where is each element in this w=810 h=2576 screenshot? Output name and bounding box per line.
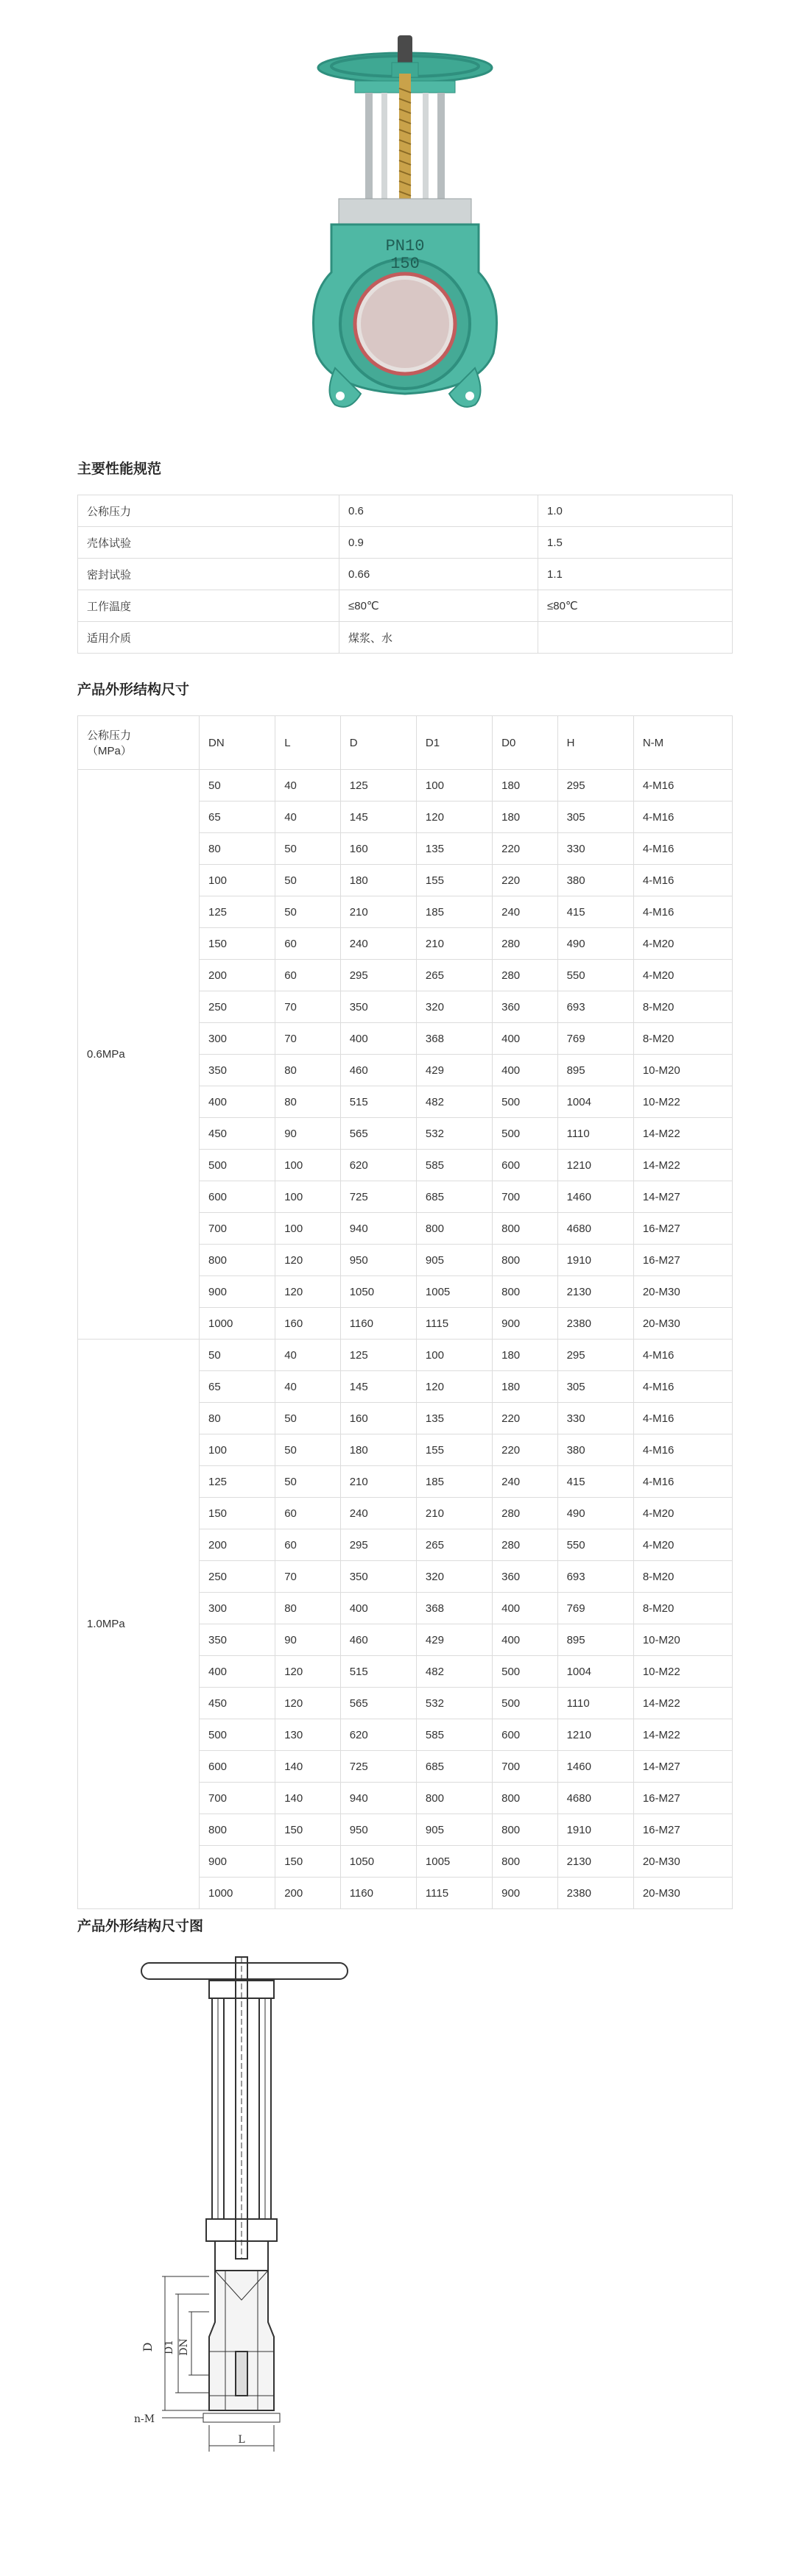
dimensions-cell: 415 bbox=[557, 896, 633, 928]
dimensions-cell: 500 bbox=[493, 1086, 557, 1118]
spec-cell: 适用介质 bbox=[78, 622, 339, 654]
dimensions-cell: 240 bbox=[493, 896, 557, 928]
spec-cell: 公称压力 bbox=[78, 495, 339, 527]
dimensions-cell: 800 bbox=[416, 1783, 492, 1814]
dimensions-cell: 8-M20 bbox=[633, 1023, 732, 1055]
label-dn: DN bbox=[178, 2338, 190, 2356]
dimensions-cell: 4-M16 bbox=[633, 802, 732, 833]
dimensions-cell: 450 bbox=[200, 1688, 275, 1719]
dimensions-cell: 160 bbox=[340, 1403, 416, 1434]
dimensions-cell: 450 bbox=[200, 1118, 275, 1150]
dimensions-cell: 90 bbox=[275, 1624, 340, 1656]
dimensions-cell: 210 bbox=[340, 896, 416, 928]
dimensions-cell: 4-M16 bbox=[633, 1403, 732, 1434]
dimensions-cell: 350 bbox=[200, 1055, 275, 1086]
dimensions-cell: 280 bbox=[493, 1498, 557, 1529]
dimensions-cell: 155 bbox=[416, 865, 492, 896]
dimensions-cell: 40 bbox=[275, 802, 340, 833]
dimensions-cell: 940 bbox=[340, 1213, 416, 1245]
dimensions-cell: 400 bbox=[200, 1656, 275, 1688]
dimensions-cell: 532 bbox=[416, 1118, 492, 1150]
dimensions-header-cell: D1 bbox=[416, 716, 492, 770]
dimensions-cell: 1110 bbox=[557, 1688, 633, 1719]
dimensions-cell: 368 bbox=[416, 1023, 492, 1055]
dimensions-cell: 2130 bbox=[557, 1276, 633, 1308]
dimensions-cell: 145 bbox=[340, 1371, 416, 1403]
dimensions-cell: 220 bbox=[493, 1434, 557, 1466]
dimensions-cell: 380 bbox=[557, 1434, 633, 1466]
dimensions-cell: 895 bbox=[557, 1055, 633, 1086]
dimensions-cell: 4-M20 bbox=[633, 928, 732, 960]
dimensions-cell: 210 bbox=[340, 1466, 416, 1498]
dimensions-cell: 4-M16 bbox=[633, 1340, 732, 1371]
spec-row bbox=[78, 590, 733, 622]
dimensions-cell: 100 bbox=[416, 1340, 492, 1371]
dimensions-cell: 4-M16 bbox=[633, 865, 732, 896]
dimensions-cell: 125 bbox=[200, 1466, 275, 1498]
dimensions-cell: 125 bbox=[340, 770, 416, 802]
dimensions-cell: 429 bbox=[416, 1055, 492, 1086]
dimensions-cell: 14-M27 bbox=[633, 1751, 732, 1783]
dimensions-cell: 4680 bbox=[557, 1783, 633, 1814]
dimensions-cell: 140 bbox=[275, 1783, 340, 1814]
dimensions-cell: 20-M30 bbox=[633, 1846, 732, 1878]
dimensions-cell: 769 bbox=[557, 1023, 633, 1055]
dimensions-cell: 125 bbox=[200, 896, 275, 928]
dimensions-cell: 180 bbox=[340, 865, 416, 896]
dimensions-cell: 800 bbox=[493, 1276, 557, 1308]
dimensions-cell: 16-M27 bbox=[633, 1814, 732, 1846]
dimensions-cell: 240 bbox=[493, 1466, 557, 1498]
pressure-group-cell: 0.6MPa bbox=[78, 770, 200, 1340]
dimensions-cell: 100 bbox=[416, 770, 492, 802]
dimensions-cell: 1910 bbox=[557, 1245, 633, 1276]
dimensions-cell: 240 bbox=[340, 928, 416, 960]
dimensions-cell: 620 bbox=[340, 1150, 416, 1181]
dimensions-cell: 280 bbox=[493, 960, 557, 991]
dimensions-cell: 120 bbox=[416, 802, 492, 833]
dimensions-cell: 180 bbox=[493, 1340, 557, 1371]
dimensions-cell: 280 bbox=[493, 928, 557, 960]
dimensions-cell: 60 bbox=[275, 928, 340, 960]
dimensions-cell: 460 bbox=[340, 1055, 416, 1086]
dimensions-cell: 800 bbox=[200, 1814, 275, 1846]
dimensions-cell: 14-M22 bbox=[633, 1150, 732, 1181]
spec-cell: 煤浆、水 bbox=[339, 622, 538, 654]
dimensions-cell: 700 bbox=[493, 1751, 557, 1783]
spec-section-title: 主要性能规范 bbox=[77, 461, 162, 477]
size-marking: 150 bbox=[390, 255, 420, 273]
dimensions-cell: 200 bbox=[200, 960, 275, 991]
dimensions-cell: 20-M30 bbox=[633, 1308, 732, 1340]
dimensions-cell: 1160 bbox=[340, 1308, 416, 1340]
dimensions-cell: 2380 bbox=[557, 1878, 633, 1909]
dimensions-cell: 400 bbox=[493, 1055, 557, 1086]
dimensions-cell: 900 bbox=[493, 1878, 557, 1909]
dimensions-cell: 220 bbox=[493, 1403, 557, 1434]
dimensions-cell: 360 bbox=[493, 991, 557, 1023]
dimensions-cell: 368 bbox=[416, 1593, 492, 1624]
dimensions-cell: 60 bbox=[275, 1498, 340, 1529]
dimensions-cell: 620 bbox=[340, 1719, 416, 1751]
dimensions-cell: 40 bbox=[275, 1371, 340, 1403]
dimensions-cell: 1115 bbox=[416, 1308, 492, 1340]
spec-cell: 密封试验 bbox=[78, 559, 339, 590]
dimensions-cell: 120 bbox=[275, 1688, 340, 1719]
dimensions-cell: 482 bbox=[416, 1656, 492, 1688]
dimensions-cell: 4-M16 bbox=[633, 833, 732, 865]
dimensions-cell: 70 bbox=[275, 1023, 340, 1055]
dimensions-cell: 500 bbox=[493, 1118, 557, 1150]
dimensions-cell: 8-M20 bbox=[633, 1561, 732, 1593]
dimensions-cell: 305 bbox=[557, 802, 633, 833]
dimensions-cell: 150 bbox=[200, 1498, 275, 1529]
dimensions-cell: 145 bbox=[340, 802, 416, 833]
dimensions-cell: 80 bbox=[200, 1403, 275, 1434]
dimensions-cell: 1005 bbox=[416, 1276, 492, 1308]
dimensions-cell: 185 bbox=[416, 896, 492, 928]
dimensions-cell: 210 bbox=[416, 1498, 492, 1529]
dimensions-cell: 250 bbox=[200, 991, 275, 1023]
dimensions-cell: 120 bbox=[275, 1245, 340, 1276]
dimensions-table bbox=[77, 715, 733, 1909]
dimensions-cell: 180 bbox=[493, 770, 557, 802]
dimensions-cell: 800 bbox=[493, 1245, 557, 1276]
dimensions-cell: 100 bbox=[200, 865, 275, 896]
dimensions-cell: 4-M16 bbox=[633, 896, 732, 928]
dimensions-cell: 20-M30 bbox=[633, 1878, 732, 1909]
dimensions-cell: 10-M20 bbox=[633, 1624, 732, 1656]
dimensions-cell: 20-M30 bbox=[633, 1276, 732, 1308]
dimensions-cell: 220 bbox=[493, 865, 557, 896]
dimensions-cell: 500 bbox=[200, 1150, 275, 1181]
dimensions-cell: 1050 bbox=[340, 1846, 416, 1878]
dimensions-cell: 500 bbox=[493, 1656, 557, 1688]
dimensions-row bbox=[78, 770, 733, 802]
spec-cell: ≤80℃ bbox=[538, 590, 733, 622]
spec-cell: 1.1 bbox=[538, 559, 733, 590]
dimensions-cell: 155 bbox=[416, 1434, 492, 1466]
dimensions-cell: 140 bbox=[275, 1751, 340, 1783]
dimensions-cell: 800 bbox=[200, 1245, 275, 1276]
dimensions-cell: 125 bbox=[340, 1340, 416, 1371]
dimensions-cell: 550 bbox=[557, 960, 633, 991]
dimension-drawing bbox=[133, 1954, 368, 2462]
dimensions-cell: 10-M22 bbox=[633, 1656, 732, 1688]
dimensions-cell: 1004 bbox=[557, 1656, 633, 1688]
dimensions-header-cell: D0 bbox=[493, 716, 557, 770]
dimensions-cell: 482 bbox=[416, 1086, 492, 1118]
dimensions-cell: 400 bbox=[493, 1593, 557, 1624]
dimensions-cell: 725 bbox=[340, 1181, 416, 1213]
dimensions-cell: 600 bbox=[200, 1181, 275, 1213]
dimensions-header-cell: N-M bbox=[633, 716, 732, 770]
label-d: D bbox=[141, 2342, 155, 2352]
dimensions-cell: 300 bbox=[200, 1593, 275, 1624]
dimensions-cell: 320 bbox=[416, 1561, 492, 1593]
dimensions-cell: 16-M27 bbox=[633, 1245, 732, 1276]
dimensions-cell: 305 bbox=[557, 1371, 633, 1403]
dimensions-cell: 905 bbox=[416, 1814, 492, 1846]
dimensions-cell: 400 bbox=[493, 1023, 557, 1055]
dimensions-header-cell: D bbox=[340, 716, 416, 770]
dimensions-cell: 40 bbox=[275, 770, 340, 802]
dimensions-cell: 429 bbox=[416, 1624, 492, 1656]
dimensions-cell: 40 bbox=[275, 1340, 340, 1371]
pressure-marking: PN10 bbox=[385, 237, 425, 255]
dimensions-cell: 50 bbox=[275, 1434, 340, 1466]
dimensions-cell: 460 bbox=[340, 1624, 416, 1656]
dimensions-cell: 360 bbox=[493, 1561, 557, 1593]
dimensions-cell: 700 bbox=[200, 1783, 275, 1814]
dimensions-cell: 16-M27 bbox=[633, 1783, 732, 1814]
dimensions-cell: 900 bbox=[200, 1846, 275, 1878]
dimensions-header-cell: H bbox=[557, 716, 633, 770]
spec-cell bbox=[538, 622, 733, 654]
dimensions-cell: 4-M16 bbox=[633, 1466, 732, 1498]
dimensions-cell: 1115 bbox=[416, 1878, 492, 1909]
dimensions-cell: 769 bbox=[557, 1593, 633, 1624]
dimensions-cell: 550 bbox=[557, 1529, 633, 1561]
dimensions-cell: 350 bbox=[340, 991, 416, 1023]
dimensions-cell: 150 bbox=[200, 928, 275, 960]
dimensions-cell: 800 bbox=[493, 1213, 557, 1245]
dimensions-cell: 150 bbox=[275, 1846, 340, 1878]
dimensions-cell: 725 bbox=[340, 1751, 416, 1783]
dimensions-cell: 8-M20 bbox=[633, 1593, 732, 1624]
dimensions-cell: 600 bbox=[493, 1719, 557, 1751]
dimensions-cell: 585 bbox=[416, 1150, 492, 1181]
dimensions-cell: 14-M27 bbox=[633, 1181, 732, 1213]
dimensions-cell: 50 bbox=[275, 896, 340, 928]
spec-row bbox=[78, 527, 733, 559]
dimensions-cell: 210 bbox=[416, 928, 492, 960]
dimensions-cell: 2380 bbox=[557, 1308, 633, 1340]
dimensions-cell: 1050 bbox=[340, 1276, 416, 1308]
dimensions-cell: 65 bbox=[200, 802, 275, 833]
dimensions-cell: 1000 bbox=[200, 1878, 275, 1909]
dimensions-cell: 330 bbox=[557, 1403, 633, 1434]
dimensions-cell: 160 bbox=[340, 833, 416, 865]
dimensions-cell: 180 bbox=[493, 1371, 557, 1403]
dimensions-header-row bbox=[78, 716, 733, 770]
dimensions-cell: 2130 bbox=[557, 1846, 633, 1878]
dimensions-cell: 265 bbox=[416, 1529, 492, 1561]
spec-table bbox=[77, 495, 733, 654]
dimensions-cell: 1000 bbox=[200, 1308, 275, 1340]
dimensions-cell: 4-M16 bbox=[633, 770, 732, 802]
dimensions-cell: 490 bbox=[557, 1498, 633, 1529]
dimensions-cell: 100 bbox=[275, 1213, 340, 1245]
spec-cell: 1.0 bbox=[538, 495, 733, 527]
dimensions-cell: 80 bbox=[275, 1055, 340, 1086]
dimensions-cell: 380 bbox=[557, 865, 633, 896]
dimensions-cell: 150 bbox=[275, 1814, 340, 1846]
dimensions-cell: 532 bbox=[416, 1688, 492, 1719]
dimensions-cell: 800 bbox=[493, 1846, 557, 1878]
dimensions-cell: 1210 bbox=[557, 1150, 633, 1181]
dimensions-cell: 120 bbox=[416, 1371, 492, 1403]
dimensions-cell: 4-M16 bbox=[633, 1371, 732, 1403]
dimensions-cell: 800 bbox=[416, 1213, 492, 1245]
dimensions-cell: 800 bbox=[493, 1783, 557, 1814]
dimensions-cell: 65 bbox=[200, 1371, 275, 1403]
dimensions-cell: 200 bbox=[275, 1878, 340, 1909]
dimensions-cell: 800 bbox=[493, 1814, 557, 1846]
dimensions-header-cell: L bbox=[275, 716, 340, 770]
label-nm: n-M bbox=[134, 2413, 155, 2425]
dimensions-header-cell: 公称压力 （MPa） bbox=[78, 716, 200, 770]
dimensions-cell: 685 bbox=[416, 1751, 492, 1783]
dimensions-cell: 565 bbox=[340, 1688, 416, 1719]
dimensions-cell: 4-M20 bbox=[633, 960, 732, 991]
dimensions-cell: 80 bbox=[275, 1593, 340, 1624]
dimensions-cell: 900 bbox=[200, 1276, 275, 1308]
dimensions-cell: 950 bbox=[340, 1245, 416, 1276]
dimensions-cell: 180 bbox=[493, 802, 557, 833]
spec-row bbox=[78, 559, 733, 590]
dimensions-cell: 700 bbox=[493, 1181, 557, 1213]
spec-cell: ≤80℃ bbox=[339, 590, 538, 622]
pressure-group-cell: 1.0MPa bbox=[78, 1340, 200, 1909]
spec-row bbox=[78, 622, 733, 654]
dimensions-cell: 295 bbox=[557, 770, 633, 802]
dimensions-cell: 330 bbox=[557, 833, 633, 865]
dimensions-cell: 160 bbox=[275, 1308, 340, 1340]
dimensions-cell: 1110 bbox=[557, 1118, 633, 1150]
dimensions-cell: 585 bbox=[416, 1719, 492, 1751]
dimensions-cell: 400 bbox=[340, 1593, 416, 1624]
dimensions-cell: 8-M20 bbox=[633, 991, 732, 1023]
dimensions-cell: 700 bbox=[200, 1213, 275, 1245]
label-l: L bbox=[238, 2434, 245, 2446]
dimensions-cell: 100 bbox=[275, 1181, 340, 1213]
dimensions-cell: 70 bbox=[275, 1561, 340, 1593]
dimensions-cell: 500 bbox=[200, 1719, 275, 1751]
spec-cell: 1.5 bbox=[538, 527, 733, 559]
dimensions-cell: 950 bbox=[340, 1814, 416, 1846]
dimensions-cell: 14-M22 bbox=[633, 1688, 732, 1719]
dimensions-cell: 415 bbox=[557, 1466, 633, 1498]
dimensions-cell: 295 bbox=[557, 1340, 633, 1371]
dimensions-cell: 4-M20 bbox=[633, 1498, 732, 1529]
dimensions-cell: 14-M22 bbox=[633, 1118, 732, 1150]
dimensions-cell: 1210 bbox=[557, 1719, 633, 1751]
dimensions-cell: 250 bbox=[200, 1561, 275, 1593]
dimensions-cell: 50 bbox=[200, 770, 275, 802]
dimensions-cell: 100 bbox=[275, 1150, 340, 1181]
dimensions-cell: 515 bbox=[340, 1656, 416, 1688]
dimensions-cell: 50 bbox=[275, 865, 340, 896]
drawing-section-title: 产品外形结构尺寸图 bbox=[77, 1919, 204, 1934]
dimensions-cell: 135 bbox=[416, 833, 492, 865]
dimensions-cell: 1460 bbox=[557, 1181, 633, 1213]
dimensions-cell: 1910 bbox=[557, 1814, 633, 1846]
dimensions-cell: 14-M22 bbox=[633, 1719, 732, 1751]
dimensions-cell: 295 bbox=[340, 960, 416, 991]
dimensions-cell: 10-M20 bbox=[633, 1055, 732, 1086]
dimensions-cell: 400 bbox=[340, 1023, 416, 1055]
dimensions-cell: 693 bbox=[557, 1561, 633, 1593]
dimensions-cell: 185 bbox=[416, 1466, 492, 1498]
dimensions-cell: 1160 bbox=[340, 1878, 416, 1909]
dimensions-header-cell: DN bbox=[200, 716, 275, 770]
dimensions-cell: 1005 bbox=[416, 1846, 492, 1878]
dimensions-cell: 4-M20 bbox=[633, 1529, 732, 1561]
dimensions-cell: 685 bbox=[416, 1181, 492, 1213]
dimensions-cell: 320 bbox=[416, 991, 492, 1023]
dimensions-cell: 565 bbox=[340, 1118, 416, 1150]
dimensions-cell: 180 bbox=[340, 1434, 416, 1466]
dimensions-cell: 60 bbox=[275, 960, 340, 991]
dimensions-cell: 265 bbox=[416, 960, 492, 991]
dimensions-cell: 16-M27 bbox=[633, 1213, 732, 1245]
dimensions-cell: 895 bbox=[557, 1624, 633, 1656]
dimensions-cell: 100 bbox=[200, 1434, 275, 1466]
dimensions-cell: 120 bbox=[275, 1276, 340, 1308]
dimensions-cell: 50 bbox=[275, 1466, 340, 1498]
dimensions-cell: 400 bbox=[493, 1624, 557, 1656]
spec-cell: 0.66 bbox=[339, 559, 538, 590]
spec-cell: 0.6 bbox=[339, 495, 538, 527]
dimensions-cell: 900 bbox=[493, 1308, 557, 1340]
label-d1: D1 bbox=[163, 2339, 175, 2355]
dimensions-cell: 600 bbox=[493, 1150, 557, 1181]
spec-row bbox=[78, 495, 733, 527]
spec-cell: 工作温度 bbox=[78, 590, 339, 622]
dimensions-cell: 1460 bbox=[557, 1751, 633, 1783]
dimensions-cell: 130 bbox=[275, 1719, 340, 1751]
dimensions-cell: 600 bbox=[200, 1751, 275, 1783]
dims-section-title: 产品外形结构尺寸 bbox=[77, 682, 190, 698]
dimensions-cell: 200 bbox=[200, 1529, 275, 1561]
dimensions-cell: 135 bbox=[416, 1403, 492, 1434]
dimensions-cell: 4680 bbox=[557, 1213, 633, 1245]
dimensions-row bbox=[78, 1340, 733, 1371]
dimensions-cell: 220 bbox=[493, 833, 557, 865]
dimensions-cell: 90 bbox=[275, 1118, 340, 1150]
spec-cell: 壳体试验 bbox=[78, 527, 339, 559]
dimensions-cell: 10-M22 bbox=[633, 1086, 732, 1118]
dimensions-cell: 500 bbox=[493, 1688, 557, 1719]
dimensions-cell: 50 bbox=[275, 833, 340, 865]
dimensions-cell: 4-M16 bbox=[633, 1434, 732, 1466]
dimensions-cell: 400 bbox=[200, 1086, 275, 1118]
dimensions-cell: 905 bbox=[416, 1245, 492, 1276]
spec-cell: 0.9 bbox=[339, 527, 538, 559]
dimensions-cell: 240 bbox=[340, 1498, 416, 1529]
dimensions-cell: 60 bbox=[275, 1529, 340, 1561]
dimensions-cell: 80 bbox=[275, 1086, 340, 1118]
dimensions-cell: 50 bbox=[200, 1340, 275, 1371]
dimensions-cell: 80 bbox=[200, 833, 275, 865]
dimensions-cell: 490 bbox=[557, 928, 633, 960]
dimensions-cell: 50 bbox=[275, 1403, 340, 1434]
dimensions-cell: 940 bbox=[340, 1783, 416, 1814]
dimensions-cell: 280 bbox=[493, 1529, 557, 1561]
dimensions-cell: 693 bbox=[557, 991, 633, 1023]
product-photo bbox=[295, 22, 515, 434]
dimensions-cell: 350 bbox=[200, 1624, 275, 1656]
dimensions-cell: 70 bbox=[275, 991, 340, 1023]
dimensions-cell: 515 bbox=[340, 1086, 416, 1118]
dimensions-cell: 300 bbox=[200, 1023, 275, 1055]
dimensions-cell: 350 bbox=[340, 1561, 416, 1593]
dimensions-cell: 295 bbox=[340, 1529, 416, 1561]
dimensions-cell: 120 bbox=[275, 1656, 340, 1688]
dimensions-cell: 1004 bbox=[557, 1086, 633, 1118]
